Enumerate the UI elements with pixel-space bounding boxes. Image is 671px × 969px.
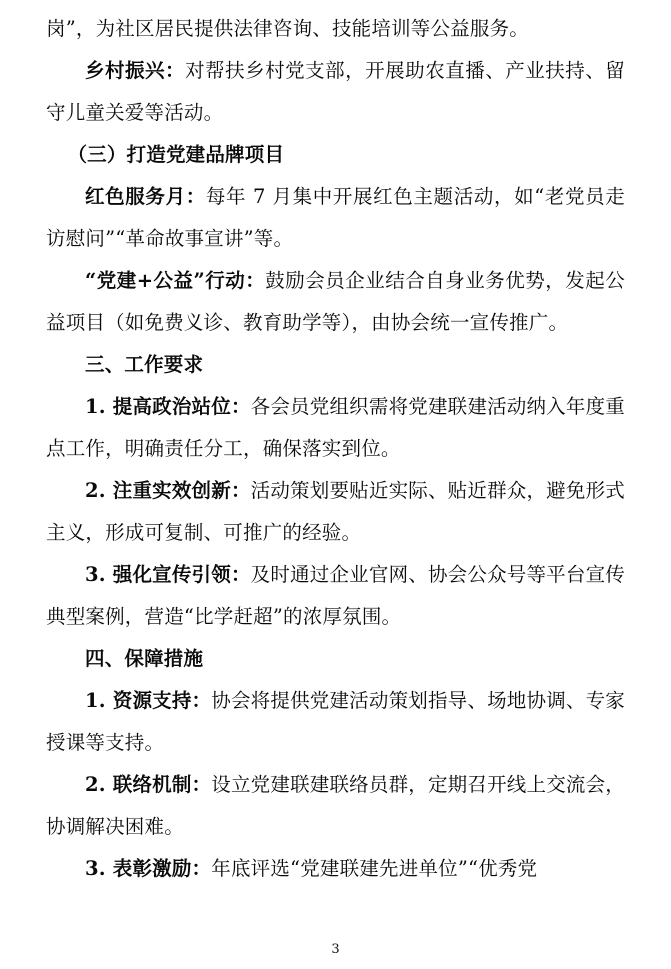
- text-run-bold: 3. 表彰激励：: [85, 857, 212, 880]
- text-run: 活动策划要贴近实际、贴近群众，避免形式主义，形成可复制、可推广的经验。: [46, 479, 625, 544]
- paragraph: [46, 680, 625, 764]
- text-run-bold: 1. 资源支持：: [85, 689, 212, 712]
- text-run-bold: 四、保障措施: [85, 647, 204, 670]
- text-run: 各会员党组织需将党建联建活动纳入年度重点工作，明确责任分工，确保落实到位。: [46, 395, 625, 460]
- text-run: 鼓励会员企业结合自身业务优势，发起公益项目（如免费义诊、教育助学等），由协会统一宣传推广。: [46, 269, 625, 334]
- text-run: 设立党建联建联络员群，定期召开线上交流会，协调解决困难。: [46, 773, 626, 838]
- section-heading: [46, 134, 625, 176]
- text-run-bold: 3. 强化宣传引领：: [85, 563, 251, 586]
- page-number: 3: [331, 942, 340, 957]
- paragraph: [46, 470, 625, 554]
- text-run: 及时通过企业官网、协会公众号等平台宣传典型案例，营造“比学赶超”的浓厚氛围。: [46, 563, 625, 628]
- text-run-bold: 三、工作要求: [85, 353, 204, 376]
- text-run: 每年 7 月集中开展红色主题活动，如“老党员走访慰问”“革命故事宣讲”等。: [46, 185, 626, 250]
- text-run-bold: 1. 提高政治站位：: [85, 395, 251, 418]
- text-run: 年底评选“党建联建先进单位”“优秀党: [211, 857, 538, 880]
- section-heading: [46, 638, 625, 680]
- paragraph: [46, 8, 625, 50]
- text-run-bold: 2. 联络机制：: [85, 773, 212, 796]
- text-run-bold: 乡村振兴：: [85, 59, 186, 82]
- paragraph: [46, 50, 625, 134]
- text-run-bold: 2. 注重实效创新：: [85, 479, 251, 502]
- text-run: 对帮扶乡村党支部，开展助农直播、产业扶持、留守儿童关爱等活动。: [46, 59, 625, 124]
- document-body: [46, 8, 625, 890]
- text-run-bold: （三）打造党建品牌项目: [67, 143, 285, 166]
- text-run-bold: 红色服务月：: [85, 185, 206, 208]
- paragraph: [46, 386, 625, 470]
- text-run-bold: “党建+公益”行动：: [85, 269, 266, 292]
- text-run: 协会将提供党建活动策划指导、场地协调、专家授课等支持。: [46, 689, 626, 754]
- section-heading: [46, 344, 625, 386]
- paragraph: [46, 176, 625, 260]
- paragraph: [46, 848, 625, 890]
- paragraph: [46, 554, 625, 638]
- paragraph: [46, 260, 625, 344]
- text-run: 岗”，为社区居民提供法律咨询、技能培训等公益服务。: [46, 17, 529, 40]
- paragraph: [46, 764, 625, 848]
